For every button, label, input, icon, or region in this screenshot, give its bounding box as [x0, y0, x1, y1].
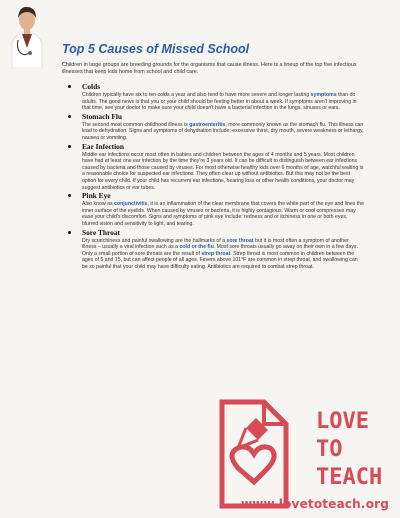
bullet-icon [68, 115, 71, 118]
body-text: , more commonly known as the stomach flu. This illness can lead to dehydration. Signs and symptoms of dehydration include: excessive thirst, dry mouth, severe weakness or lethargy, nausea or vomiting. [82, 121, 364, 141]
keyword-text: conjunctivitis [114, 201, 148, 208]
body-text: . Strep throat is most common in children between the ages of 5 and 15, but can affect people of all ages. Fevers above 101°F are common in strep throat, and swallowing can be so painful that your child may have difficulty eating. Antibiotics are required to combat strep throat. [82, 250, 358, 270]
cause-name: Sore Throat [82, 227, 120, 237]
logo-word-love: LOVE [316, 409, 369, 434]
intro-paragraph: Children in large groups are breeding grounds for the organisms that cause illness. Here is a lineup of the top five infectious illnesses that keep kids home from school and child care. [62, 62, 357, 76]
cause-name: Colds [82, 82, 101, 91]
keyword-text: cold or the flu [179, 244, 214, 251]
cause-heading [64, 82, 364, 92]
bullet-icon [68, 231, 71, 234]
body-text: , it is an inflammation of the clear membrane that covers the white part of the eye and lines the inner surface of the eyelids. When caused by viruses or bacteria, it is highly contagious. Warm or cool compresses may ease your child's discomfort. Signs and symptoms of pink eye include: redness and or itchiness in one or both eyes, blurred vision and sensitivity to light, and tearing. [82, 201, 365, 227]
cause-description [64, 201, 364, 227]
cause-description [64, 152, 364, 192]
cause-item [64, 112, 364, 142]
cause-heading [64, 191, 364, 201]
cause-name: Pink Eye [82, 191, 111, 201]
keyword-text: sore throat [226, 237, 254, 244]
logo-word-to: TO [316, 437, 343, 462]
body-text: than do adults. The good news is that you or your child should be feeling better in about a week. If symptoms aren't improving in that time, see your doctor to make sure your child doesn't have a bacterial infection in the lungs, sinuses or ears. [82, 92, 357, 112]
cause-name: Stomach Flu [82, 111, 123, 121]
bullet-icon [68, 194, 71, 197]
cause-heading [64, 228, 364, 238]
body-text: Dry scratchiness and painful swallowing are the hallmarks of a [82, 237, 227, 244]
body-text: . Most sore throats usually go away on their own in a few days. Only a small portion of sore throats are the result of [82, 244, 358, 257]
cause-heading [64, 142, 364, 152]
logo-word-teach: TEACH [316, 465, 383, 490]
pencil-heart-icon [222, 402, 286, 506]
causes-list [64, 82, 364, 270]
body-text: The second most common childhood illness is [82, 121, 190, 128]
cause-item [64, 142, 364, 192]
website-url: www.lovetoteach.org [240, 497, 390, 511]
cause-description [64, 122, 364, 142]
cause-item [64, 228, 364, 271]
body-text: but it is most often a symptom of another illness – usually a viral infection such as a [82, 237, 349, 251]
cause-heading [64, 112, 364, 122]
bullet-icon [68, 85, 71, 88]
body-text: Children typically have six to ten colds a year and also tend to have more severe and longer lasting [82, 92, 311, 98]
keyword-text: strep throat [201, 250, 231, 257]
body-text: Middle ear infections occur most often in babies and children between the ages of 4 months and 5 years. Most children have had at least one ear infection by the time they're 3 years old. It can be difficult to distinguish between ear infections caused by bacteria and those caused by viruses. For most otherwise healthy kids over 6 months of age, watchful waiting is a reasonable choice for suspected ear infections. They often clear up without antibiotics. But this may not be the best option for every child. If your child has recurrent ear infections, hearing loss or other health conditions, your doctor may suggest antibiotics or ear tubes. [82, 151, 364, 191]
cause-description [64, 92, 364, 112]
cause-description [64, 238, 364, 271]
keyword-text: gastroenteritis [189, 121, 226, 128]
cause-item [64, 191, 364, 227]
page-title: Top 5 Causes of Missed School [62, 42, 250, 56]
bullet-icon [68, 145, 71, 148]
cause-name: Ear Infection [82, 141, 124, 151]
body-text: Also know as [82, 201, 115, 208]
doctor-photo [4, 0, 50, 68]
keyword-text: symptoms [310, 92, 337, 98]
cause-item [64, 82, 364, 112]
